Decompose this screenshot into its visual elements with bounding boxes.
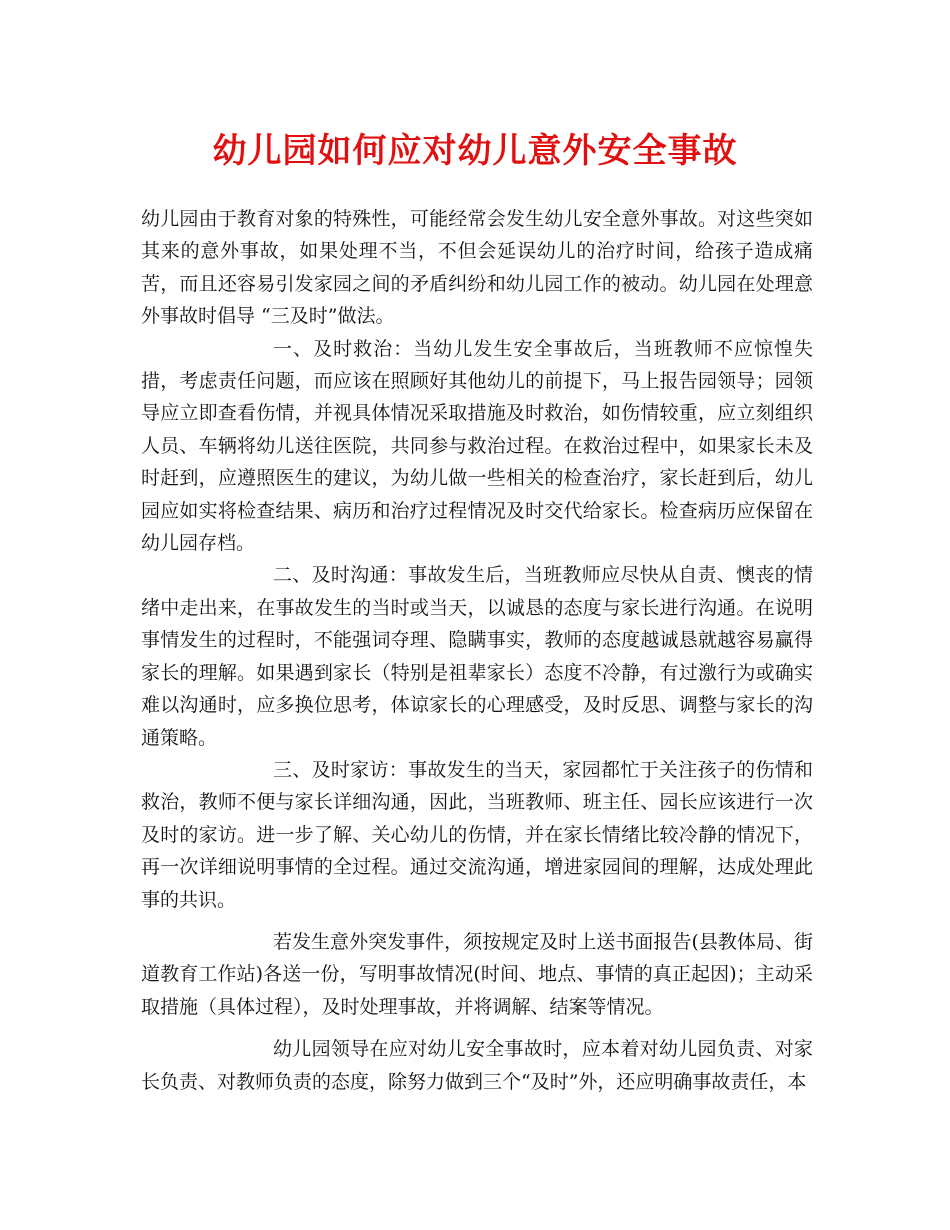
intro-paragraph: 幼儿园由于教育对象的特殊性，可能经常会发生幼儿安全意外事故。对这些突如其来的意外事故，如果处理不当，不但会延误幼儿的治疗时间，给孩子造成痛苦，而且还容易引发家园之间的矛盾纠纷和幼儿园工作的被动。幼儿园在处理意外事故时倡导 “三及时”做法。 (141, 208, 813, 328)
paragraph-timely-communication: 二、及时沟通：事故发生后，当班教师应尽快从自责、懊丧的情绪中走出来，在事故发生的当时或当天，以诚恳的态度与家长进行沟通。在说明事情发生的过程时，不能强词夺理、隐瞒事实，教师的态度越诚恳就越容易赢得家长的理解。如果遇到家长（特别是祖辈家长）态度不冷静，有过激行为或确实难以沟通时，应多换位思考，体谅家长的心理感受，及时反思、调整与家长的沟通策略。 (141, 564, 813, 749)
paragraph-timely-home-visit: 三、及时家访：事故发生的当天，家园都忙于关注孩子的伤情和救治，教师不便与家长详细沟通，因此，当班教师、班主任、园长应该进行一次及时的家访。进一步了解、关心幼儿的伤情，并在家长情绪比较冷静的情况下，再一次详细说明事情的全过程。通过交流沟通，增进家园间的理解，达成处理此事的共识。 (141, 758, 813, 911)
paragraph-timely-treatment: 一、及时救治：当幼儿发生安全事故后，当班教师不应惊惶失措，考虑责任问题，而应该在照顾好其他幼儿的前提下，马上报告园领导；园领导应立即查看伤情，并视具体情况采取措施及时救治，如伤情较重，应立刻组织人员、车辆将幼儿送往医院，共同参与救治过程。在救治过程中，如果家长未及时赶到，应遵照医生的建议，为幼儿做一些相关的检查治疗，家长赶到后，幼儿园应如实将检查结果、病历和治疗过程情况及时交代给家长。检查病历应保留在幼儿园存档。 (141, 337, 813, 555)
paragraph-written-report: 若发生意外突发事件，须按规定及时上送书面报告(县教体局、街道教育工作站)各送一份，写明事故情况(时间、地点、事情的真正起因)；主动采取措施（具体过程），及时处理事故，并将调解、结案等情况。 (141, 930, 813, 1018)
paragraph-leadership: 幼儿园领导在应对幼儿安全事故时，应本着对幼儿园负责、对家长负责、对教师负责的态度，除努力做到三个“及时”外，还应明确事故责任，本 (141, 1038, 813, 1093)
document-title: 幼儿园如何应对幼儿意外安全事故 (212, 131, 738, 171)
document-body (141, 203, 813, 1098)
